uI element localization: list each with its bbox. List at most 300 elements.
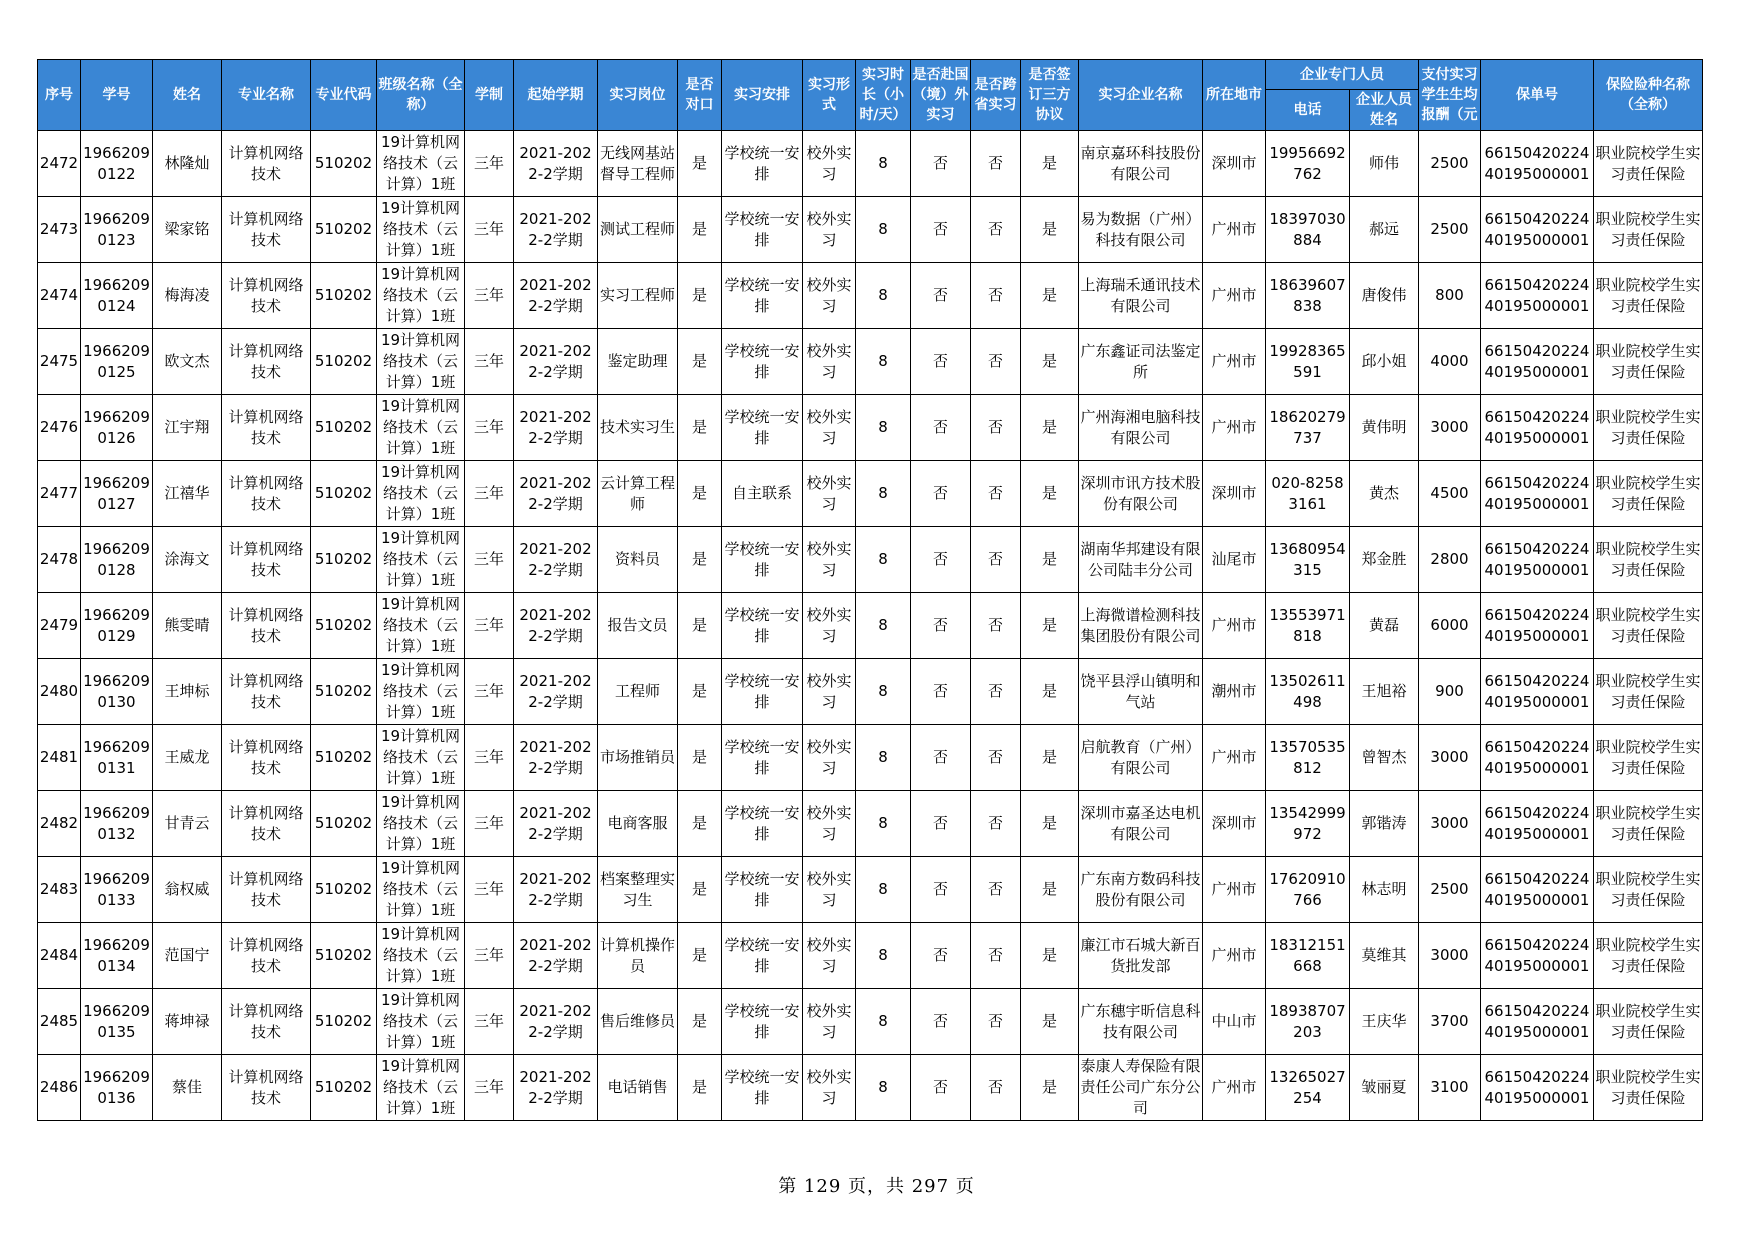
cell-cross-province-text: 否 [987,550,1003,568]
cell-seq [38,857,81,923]
cell-duration [465,923,514,989]
cell-city [1203,791,1266,857]
cell-matched-text: 是 [691,814,707,832]
cell-pay [1419,659,1481,725]
cell-duration-text: 三年 [473,682,504,700]
cell-hours [856,527,911,593]
cell-contact-name [1350,329,1419,395]
cell-major [222,1055,311,1121]
cell-position [598,131,678,197]
cell-major-code [311,461,377,527]
cell-pay-text: 2500 [1430,154,1469,172]
cell-form-text: 校外实习 [806,473,852,513]
cell-policy-no [1481,527,1594,593]
cell-company [1079,989,1203,1055]
cell-duration-text: 三年 [473,352,504,370]
cell-major-code-text: 510202 [314,352,373,370]
cell-position-text: 工程师 [614,682,660,700]
cell-contact-name [1350,989,1419,1055]
cell-policy-no-text: 6615042022440195000001 [1484,407,1590,447]
cell-city [1203,461,1266,527]
cell-class-name-text: 19计算机网络技术（云计算）1班 [380,133,461,193]
cell-contact-name-text: 林志明 [1361,880,1407,898]
cell-student-id [81,1055,153,1121]
cell-hours-text: 8 [878,616,888,634]
cell-city [1203,857,1266,923]
cell-pay [1419,989,1481,1055]
cell-abroad [911,791,971,857]
cell-student-id [81,527,153,593]
cell-start-term [514,593,598,659]
cell-name-text: 范国宁 [164,946,210,964]
cell-duration [465,593,514,659]
cell-position [598,263,678,329]
cell-arrangement-text: 学校统一安排 [724,803,800,843]
cell-major [222,857,311,923]
header-contact-name: 企业人员姓名 [1350,90,1419,131]
cell-matched [678,725,722,791]
cell-policy-no-text: 6615042022440195000001 [1484,737,1590,777]
cell-cross-province-text: 否 [987,1078,1003,1096]
cell-phone [1266,395,1350,461]
cell-class-name [377,791,465,857]
cell-seq-text: 2477 [39,484,79,502]
cell-duration [465,1055,514,1121]
cell-start-term-text: 2021-2022-2学期 [519,143,592,183]
cell-duration-text: 三年 [473,814,504,832]
cell-cross-province-text: 否 [987,418,1003,436]
cell-arrangement-text: 学校统一安排 [724,869,800,909]
cell-insurance [1594,527,1703,593]
cell-arrangement [722,725,803,791]
cell-form [803,395,856,461]
header-phone: 电话 [1266,90,1350,131]
cell-phone [1266,791,1350,857]
cell-matched [678,989,722,1055]
cell-major-text: 计算机网络技术 [228,209,304,249]
cell-abroad [911,131,971,197]
cell-contact-name [1350,593,1419,659]
page-footer: 第 129 页，共 297 页 [778,1176,975,1197]
cell-pay [1419,131,1481,197]
cell-start-term [514,989,598,1055]
cell-phone [1266,593,1350,659]
cell-position [598,527,678,593]
cell-city [1203,197,1266,263]
cell-form-text: 校外实习 [806,605,852,645]
cell-matched-text: 是 [691,286,707,304]
cell-arrangement [722,197,803,263]
cell-start-term [514,263,598,329]
cell-hours-text: 8 [878,418,888,436]
cell-seq [38,527,81,593]
cell-start-term [514,659,598,725]
cell-major [222,527,311,593]
cell-major-code [311,725,377,791]
cell-duration [465,395,514,461]
cell-start-term-text: 2021-2022-2学期 [519,605,592,645]
cell-insurance-text: 职业院校学生实习责任保险 [1595,605,1701,645]
cell-policy-no-text: 6615042022440195000001 [1484,605,1590,645]
cell-hours [856,329,911,395]
cell-hours-text: 8 [878,880,888,898]
cell-name-text: 江宇翔 [164,418,210,436]
cell-policy-no-text: 6615042022440195000001 [1484,869,1590,909]
cell-arrangement [722,263,803,329]
cell-duration [465,263,514,329]
cell-class-name-text: 19计算机网络技术（云计算）1班 [380,463,461,523]
cell-form-text: 校外实习 [806,737,852,777]
cell-pay-text: 2500 [1430,220,1469,238]
cell-abroad [911,263,971,329]
cell-pay [1419,461,1481,527]
cell-seq-text: 2481 [39,748,79,766]
cell-contact-name [1350,461,1419,527]
cell-major-code-text: 510202 [314,418,373,436]
cell-form-text: 校外实习 [806,935,852,975]
cell-position [598,395,678,461]
cell-pay [1419,725,1481,791]
cell-city [1203,329,1266,395]
cell-policy-no-text: 6615042022440195000001 [1484,1001,1590,1041]
cell-phone [1266,131,1350,197]
cell-tripartite-text: 是 [1041,352,1057,370]
cell-student-id [81,593,153,659]
cell-major-text: 计算机网络技术 [228,341,304,381]
cell-cross-province-text: 否 [987,220,1003,238]
cell-position-text: 计算机操作员 [599,935,675,975]
cell-major-code [311,989,377,1055]
cell-phone [1266,923,1350,989]
cell-student-id-text: 19662090127 [83,473,150,513]
cell-pay [1419,923,1481,989]
cell-matched [678,395,722,461]
cell-major-code [311,197,377,263]
header-insurance: 保险险种名称（全称） [1594,60,1703,131]
cell-student-id-text: 19662090125 [83,341,150,381]
cell-hours [856,923,911,989]
cell-tripartite-text: 是 [1041,154,1057,172]
cell-phone [1266,725,1350,791]
cell-class-name [377,593,465,659]
cell-duration-text: 三年 [473,880,504,898]
cell-matched [678,197,722,263]
cell-major-text: 计算机网络技术 [228,407,304,447]
cell-cross-province [971,857,1021,923]
cell-insurance [1594,329,1703,395]
cell-student-id-text: 19662090122 [83,143,150,183]
cell-tripartite [1021,329,1079,395]
cell-student-id-text: 19662090131 [83,737,150,777]
cell-hours [856,1055,911,1121]
cell-abroad [911,1055,971,1121]
cell-seq [38,461,81,527]
cell-matched-text: 是 [691,880,707,898]
cell-pay-text: 3000 [1430,748,1469,766]
cell-pay-text: 2500 [1430,880,1469,898]
cell-duration-text: 三年 [473,550,504,568]
cell-student-id-text: 19662090133 [83,869,150,909]
cell-position [598,197,678,263]
cell-contact-name-text: 黄伟明 [1361,418,1407,436]
cell-phone-text: 18397030884 [1269,209,1346,249]
cell-tripartite-text: 是 [1041,484,1057,502]
cell-seq-text: 2485 [39,1012,79,1030]
cell-tripartite [1021,791,1079,857]
cell-major-text: 计算机网络技术 [228,671,304,711]
cell-position [598,989,678,1055]
cell-major-code [311,395,377,461]
cell-hours [856,989,911,1055]
cell-seq [38,725,81,791]
cell-company [1079,659,1203,725]
cell-insurance [1594,461,1703,527]
cell-student-id [81,791,153,857]
cell-seq-text: 2472 [39,154,79,172]
cell-tripartite [1021,131,1079,197]
cell-hours-text: 8 [878,220,888,238]
cell-phone [1266,1055,1350,1121]
cell-hours [856,791,911,857]
cell-name [153,1055,222,1121]
cell-form-text: 校外实习 [806,275,852,315]
cell-start-term-text: 2021-2022-2学期 [519,737,592,777]
cell-class-name [377,527,465,593]
cell-city-text: 广州市 [1211,352,1257,370]
cell-insurance-text: 职业院校学生实习责任保险 [1595,539,1701,579]
cell-policy-no [1481,461,1594,527]
cell-company-text: 广东穗宇昕信息科技有限公司 [1080,1001,1201,1041]
cell-abroad-text: 否 [932,550,948,568]
header-form: 实习形式 [803,60,856,131]
cell-major-text: 计算机网络技术 [228,539,304,579]
cell-city [1203,527,1266,593]
cell-class-name [377,395,465,461]
cell-position [598,593,678,659]
cell-seq-text: 2486 [39,1078,79,1096]
cell-policy-no [1481,989,1594,1055]
cell-abroad [911,857,971,923]
cell-tripartite-text: 是 [1041,1078,1057,1096]
cell-abroad [911,197,971,263]
cell-policy-no-text: 6615042022440195000001 [1484,473,1590,513]
cell-class-name-text: 19计算机网络技术（云计算）1班 [380,727,461,787]
header-matched: 是否对口 [678,60,722,131]
cell-student-id [81,395,153,461]
cell-major-code-text: 510202 [314,616,373,634]
cell-student-id-text: 19662090124 [83,275,150,315]
cell-tripartite-text: 是 [1041,748,1057,766]
cell-major-code-text: 510202 [314,220,373,238]
cell-form [803,857,856,923]
cell-hours-text: 8 [878,286,888,304]
cell-class-name [377,923,465,989]
cell-form-text: 校外实习 [806,539,852,579]
cell-major-text: 计算机网络技术 [228,737,304,777]
cell-duration [465,857,514,923]
cell-duration-text: 三年 [473,616,504,634]
cell-arrangement [722,923,803,989]
cell-form [803,989,856,1055]
cell-hours-text: 8 [878,352,888,370]
cell-policy-no-text: 6615042022440195000001 [1484,341,1590,381]
cell-pay-text: 3100 [1430,1078,1469,1096]
cell-start-term-text: 2021-2022-2学期 [519,209,592,249]
table-row [38,593,1703,659]
cell-policy-no-text: 6615042022440195000001 [1484,143,1590,183]
cell-arrangement [722,989,803,1055]
cell-policy-no-text: 6615042022440195000001 [1484,209,1590,249]
cell-student-id [81,461,153,527]
cell-company [1079,461,1203,527]
header-seq: 序号 [38,60,81,131]
cell-position-text: 电商客服 [607,814,668,832]
cell-major-code-text: 510202 [314,154,373,172]
cell-city [1203,659,1266,725]
cell-name [153,659,222,725]
header-arrangement: 实习安排 [722,60,803,131]
cell-contact-name [1350,923,1419,989]
cell-matched [678,461,722,527]
cell-cross-province [971,131,1021,197]
cell-start-term-text: 2021-2022-2学期 [519,935,592,975]
cell-company-text: 广东南方数码科技股份有限公司 [1080,869,1201,909]
cell-position-text: 实习工程师 [599,286,675,304]
table-row [38,1055,1703,1121]
cell-abroad [911,593,971,659]
cell-student-id-text: 19662090132 [83,803,150,843]
cell-phone-text: 17620910766 [1269,869,1346,909]
cell-seq [38,131,81,197]
cell-start-term-text: 2021-2022-2学期 [519,671,592,711]
cell-major-code [311,791,377,857]
cell-class-name-text: 19计算机网络技术（云计算）1班 [380,529,461,589]
cell-city [1203,263,1266,329]
cell-duration [465,527,514,593]
cell-contact-name [1350,659,1419,725]
cell-tripartite-text: 是 [1041,814,1057,832]
cell-matched [678,263,722,329]
cell-class-name [377,263,465,329]
cell-hours-text: 8 [878,550,888,568]
cell-duration-text: 三年 [473,220,504,238]
cell-phone [1266,197,1350,263]
cell-major-code-text: 510202 [314,1012,373,1030]
cell-cross-province [971,527,1021,593]
cell-insurance [1594,857,1703,923]
cell-city-text: 广州市 [1211,286,1257,304]
cell-phone-text: 13570535812 [1269,737,1346,777]
cell-major-code [311,593,377,659]
cell-arrangement-text: 学校统一安排 [724,671,800,711]
cell-policy-no [1481,329,1594,395]
cell-cross-province [971,263,1021,329]
cell-class-name-text: 19计算机网络技术（云计算）1班 [380,199,461,259]
cell-cross-province-text: 否 [987,484,1003,502]
cell-position-text: 测试工程师 [599,220,675,238]
cell-name [153,923,222,989]
cell-matched-text: 是 [691,154,707,172]
header-class-name: 班级名称（全称） [377,60,465,131]
cell-tripartite-text: 是 [1041,418,1057,436]
cell-company [1079,131,1203,197]
cell-pay [1419,1055,1481,1121]
cell-seq-text: 2473 [39,220,79,238]
cell-insurance [1594,725,1703,791]
table-row [38,791,1703,857]
cell-major-code-text: 510202 [314,1078,373,1096]
cell-form-text: 校外实习 [806,869,852,909]
cell-abroad-text: 否 [932,880,948,898]
cell-start-term-text: 2021-2022-2学期 [519,473,592,513]
cell-student-id [81,263,153,329]
cell-start-term [514,1055,598,1121]
cell-name [153,593,222,659]
header-pay: 支付实习学生生均报酬（元 [1419,60,1481,131]
cell-abroad-text: 否 [932,946,948,964]
cell-policy-no [1481,395,1594,461]
cell-tripartite-text: 是 [1041,550,1057,568]
cell-duration-text: 三年 [473,1012,504,1030]
cell-hours-text: 8 [878,484,888,502]
cell-company-text: 南京嘉环科技股份有限公司 [1080,143,1201,183]
cell-pay-text: 4000 [1430,352,1469,370]
cell-pay [1419,263,1481,329]
cell-class-name [377,989,465,1055]
cell-start-term-text: 2021-2022-2学期 [519,275,592,315]
cell-pay-text: 6000 [1430,616,1469,634]
cell-start-term [514,923,598,989]
cell-company [1079,395,1203,461]
table-row [38,857,1703,923]
cell-arrangement-text: 自主联系 [731,484,792,502]
cell-cross-province [971,329,1021,395]
cell-cross-province [971,1055,1021,1121]
cell-position-text: 电话销售 [607,1078,668,1096]
cell-city-text: 广州市 [1211,880,1257,898]
cell-city-text: 广州市 [1211,418,1257,436]
cell-city [1203,395,1266,461]
cell-name [153,197,222,263]
cell-major [222,593,311,659]
cell-name-text: 王威龙 [164,748,210,766]
cell-arrangement-text: 学校统一安排 [724,341,800,381]
cell-form-text: 校外实习 [806,803,852,843]
cell-cross-province-text: 否 [987,682,1003,700]
cell-major-code-text: 510202 [314,484,373,502]
cell-company-text: 启航教育（广州）有限公司 [1080,737,1201,777]
cell-arrangement-text: 学校统一安排 [724,737,800,777]
cell-major-code [311,329,377,395]
cell-class-name [377,461,465,527]
cell-company [1079,725,1203,791]
cell-abroad-text: 否 [932,814,948,832]
cell-major [222,263,311,329]
cell-start-term-text: 2021-2022-2学期 [519,407,592,447]
cell-abroad [911,659,971,725]
cell-insurance-text: 职业院校学生实习责任保险 [1595,209,1701,249]
cell-seq [38,791,81,857]
cell-city [1203,725,1266,791]
cell-name [153,461,222,527]
cell-contact-name-text: 唐俊伟 [1361,286,1407,304]
cell-major [222,791,311,857]
cell-city [1203,131,1266,197]
cell-duration [465,725,514,791]
header-hours: 实习时长（小时/天） [856,60,911,131]
cell-city [1203,989,1266,1055]
cell-position-text: 资料员 [614,550,660,568]
